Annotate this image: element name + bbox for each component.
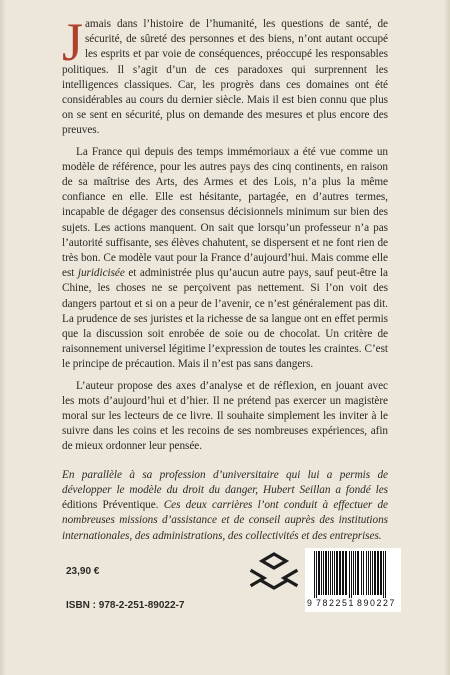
barcode-bar xyxy=(363,551,364,595)
bio-publisher-name: éditions Préventique. xyxy=(62,499,159,512)
barcode-bar xyxy=(321,551,322,595)
barcode-group-1: 782251 xyxy=(316,598,355,608)
barcode-bar xyxy=(325,551,327,595)
barcode-bar xyxy=(380,551,382,595)
isbn-barcode xyxy=(305,548,401,612)
paragraph-2-italic-word: juridicisée xyxy=(77,267,125,280)
paragraph-2-start: La France qui depuis des temps immémoriaux a été vue comme un modèle de référence, pour les autres pays des cinq continents, en raison de sa maîtrise des Arts, des Armes et des Lois, n’a plus la même confiance en elle. Elle est hésitante, partagée, en d’autres termes, incapable de dégager des consensus décisionnels minimum sur bien des sujets. Les actions manquent. On sait que lorsqu’un professeur n’a pas l’autorité suffisante, ses élèves chahutent, se dispersent et ne font rien de très bon. Ce modèle vaut pour la France d’aujourd’hui. Mais comme elle est xyxy=(62,145,388,280)
intro-text: amais dans l’histoire de l’humanité, les questions de santé, de sécurité, de sûreté des personnes et des biens, n’ont autant occupé les esprits et par voie de conséquences, préoccupé les responsables politiques. Il s’agit d’un de ces paradoxes qui surprennent les intelligences classiques. Car, les progrès dans ces domaines ont été considérables au cours du dernier siècle. Mais il est bien connu que plus on se sent en sécurité, plus on demande des mesures et plus encore des preuves. xyxy=(62,18,388,137)
barcode-bar xyxy=(330,551,331,595)
barcode-bar xyxy=(342,551,344,595)
barcode-bar xyxy=(353,551,354,595)
barcode-bar xyxy=(336,551,338,595)
barcode-bar xyxy=(351,551,352,598)
barcode-bars xyxy=(305,548,401,598)
paragraph-2 xyxy=(62,145,388,373)
barcode-bar xyxy=(323,551,324,595)
barcode-bar xyxy=(345,551,347,595)
barcode-bar xyxy=(370,551,371,595)
barcode-bar xyxy=(366,551,367,595)
bio-part-2: Ces deux carrières l’ont conduit à effectuer de nombreuses missions d’assistance et de conseil auprès des institutions internationales, des administrations, des collectivités et des entreprises. xyxy=(62,499,388,542)
barcode-bar xyxy=(385,551,386,598)
barcode-bar xyxy=(318,551,320,595)
barcode-bar xyxy=(339,551,341,595)
barcode-bar xyxy=(328,551,329,595)
barcode-bar xyxy=(355,551,356,595)
barcode-bar xyxy=(349,551,350,598)
price-label: 23,90 € xyxy=(66,566,100,577)
barcode-bar xyxy=(332,551,333,595)
paragraph-2-end: et administrée plus qu’aucun autre pays, sauf peut-être la Chine, les choses ne se perçoivent pas nettement. Si l’on voit des dangers partout et si on a peur de l’avenir, ce n’est généralement pas dit. La prudence de ses juristes et la richesse de sa langue ont en effet permis que la discussion soit enrobée de soie ou de chocolat. Un critère de raisonnement universel légitime l’expression de toutes les craintes. C’est le principe de précaution. Mais il n’est pas sans dangers. xyxy=(62,267,388,371)
barcode-bar xyxy=(374,551,376,595)
bio-part-1: En parallèle à sa profession d’universitaire qui lui a permis de développer le modèle du droit du danger, Hubert Seillan a fondé les xyxy=(62,468,388,496)
barcode-bar xyxy=(361,551,362,595)
intro-paragraph xyxy=(62,12,388,139)
barcode-bar xyxy=(334,551,335,595)
barcode-bar xyxy=(357,551,359,595)
isbn-label: ISBN : 978-2-251-89022-7 xyxy=(66,600,185,611)
barcode-bar xyxy=(377,551,379,595)
barcode-lead-digit: 9 xyxy=(307,598,313,608)
barcode-bar xyxy=(314,551,315,598)
publisher-logo-icon xyxy=(246,551,302,591)
paragraph-3: L’auteur propose des axes d’analyse et de réflexion, en jouant avec les mots d’aujourd’hui et d’hier. Il ne prétend pas exercer un magistère moral sur les lecteurs de ce livre. Il souhaite simplement les inviter à le suivre dans les coins et les recoins de ses nombreuses expériences, afin de mieux ordonner leur pensée. xyxy=(62,379,388,453)
barcode-group-2: 890227 xyxy=(357,598,396,608)
author-bio xyxy=(62,468,388,544)
drop-cap: J xyxy=(62,12,83,72)
barcode-bar xyxy=(368,551,369,595)
blurb-text xyxy=(62,12,388,544)
barcode-bar xyxy=(372,551,373,595)
barcode-bar xyxy=(383,551,384,598)
barcode-bar xyxy=(316,551,317,598)
